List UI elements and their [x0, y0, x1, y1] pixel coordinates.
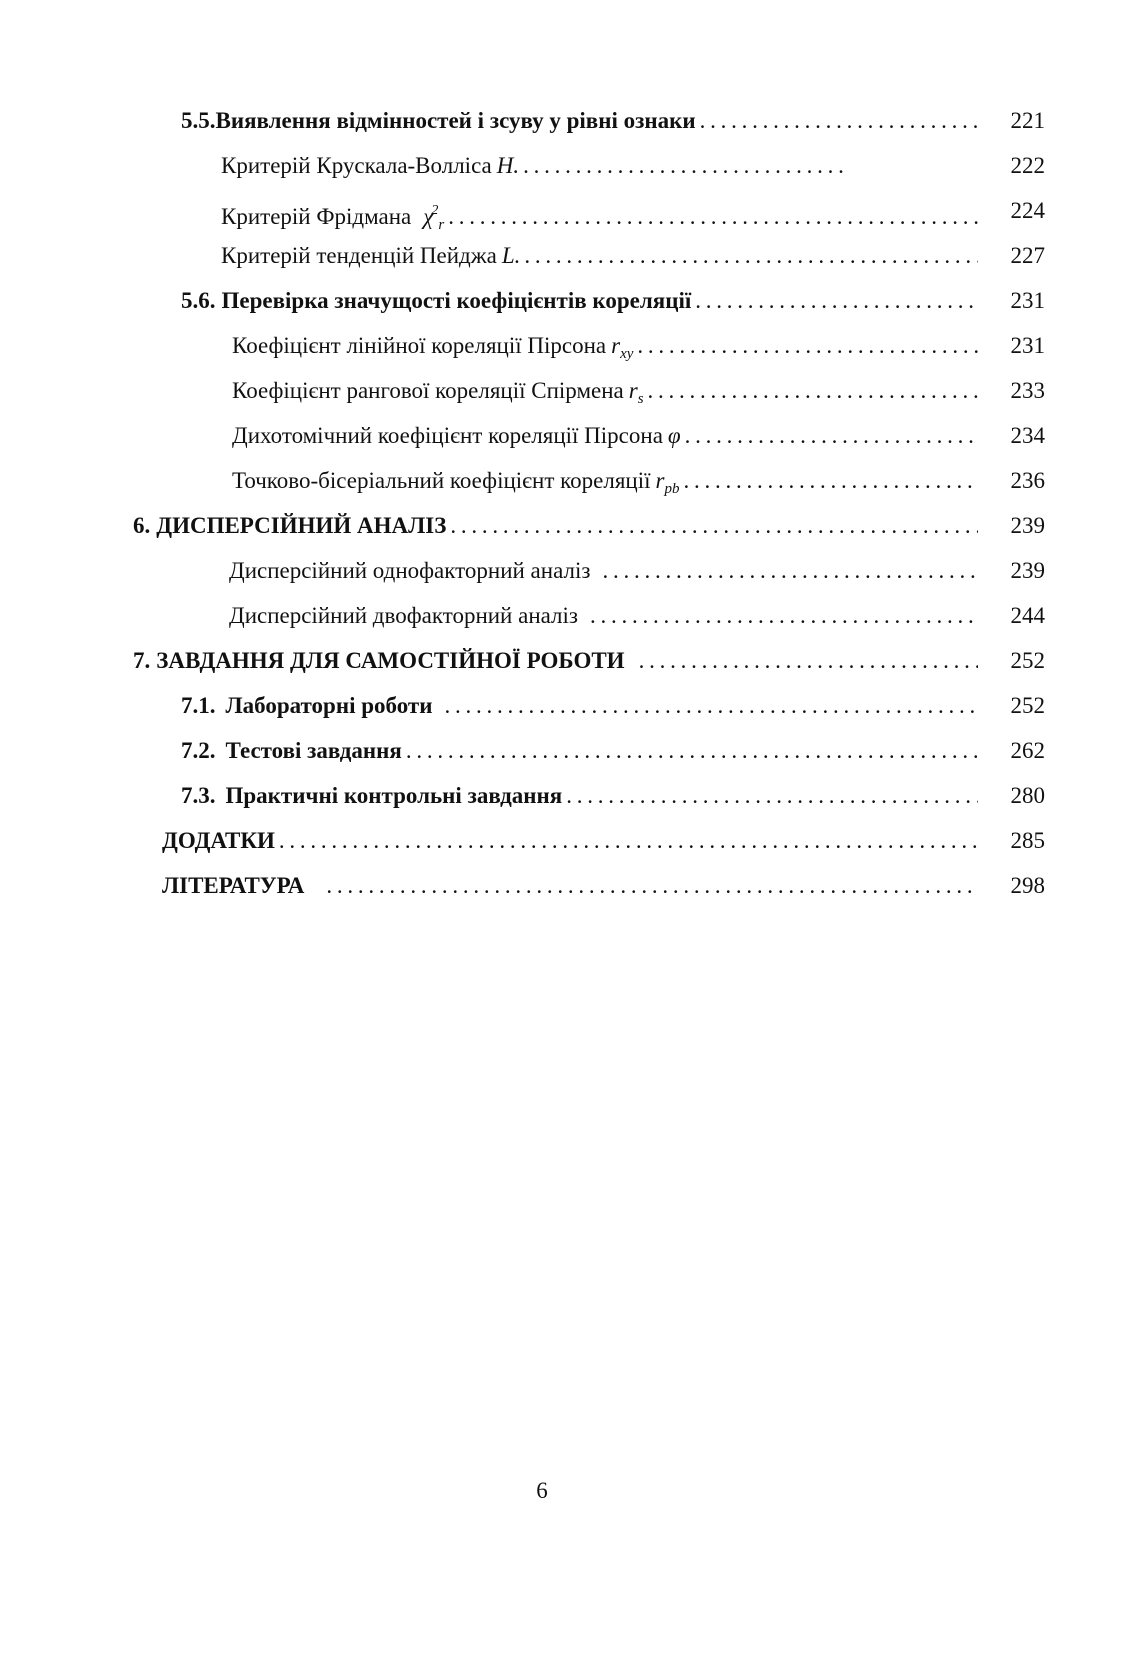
- dot-leader: [685, 419, 978, 453]
- toc-title: ЗАВДАННЯ ДЛЯ САМОСТІЙНОЇ РОБОТИ: [156, 648, 625, 673]
- chi-symbol: χ: [423, 204, 434, 229]
- toc-entry[interactable]: [232, 464, 1045, 498]
- math-symbol: H.: [496, 153, 520, 178]
- subscript: pb: [664, 481, 680, 497]
- toc-number: 7.3.: [181, 783, 216, 808]
- dot-leader: [326, 869, 978, 903]
- toc-title: Критерій Фрідмана: [221, 204, 412, 229]
- toc-entry[interactable]: [133, 509, 1045, 543]
- toc-entry[interactable]: [229, 554, 1045, 588]
- toc-page: 239: [1010, 558, 1045, 583]
- toc-title: Перевірка значущості коефіцієнтів кореляції: [221, 288, 692, 313]
- dot-leader: [695, 284, 978, 318]
- toc-page: 298: [1010, 873, 1045, 898]
- dot-leader: [448, 200, 978, 234]
- dot-leader: [279, 824, 978, 858]
- toc-number: 6.: [133, 513, 151, 538]
- r-symbol: r: [628, 378, 638, 403]
- toc-title: Виявлення відмінностей і зсуву у рівні ознаки: [215, 108, 696, 133]
- dot-leader: [406, 734, 978, 768]
- toc-page: 224: [1010, 198, 1045, 223]
- dot-leader: [639, 644, 978, 678]
- dot-leader: [648, 374, 978, 408]
- superscript: 2: [431, 203, 439, 218]
- page-number: 6: [536, 1478, 548, 1503]
- dot-leader: [700, 104, 978, 138]
- r-symbol: r: [611, 333, 621, 358]
- toc-number: 7.2.: [181, 738, 216, 763]
- toc-title: Дихотомічний коефіцієнт кореляції Пірсона: [232, 423, 663, 448]
- toc-page: 227: [1010, 243, 1045, 268]
- toc-entry[interactable]: [221, 239, 1045, 273]
- toc-page: 221: [1010, 108, 1045, 133]
- toc-entry[interactable]: [221, 149, 1045, 183]
- subscript: r: [438, 217, 445, 233]
- toc-title: Коефіцієнт лінійної кореляції Пірсона: [232, 333, 607, 358]
- toc-entry[interactable]: [181, 104, 1045, 138]
- math-symbol: [629, 374, 644, 416]
- math-symbol: φ: [667, 423, 681, 448]
- toc-number: 5.5.: [181, 108, 216, 133]
- toc-entry[interactable]: [181, 689, 1045, 723]
- toc-entry[interactable]: [162, 869, 1045, 903]
- toc-entry[interactable]: [181, 734, 1045, 768]
- toc-page: 262: [1010, 738, 1045, 763]
- dot-leader: [683, 464, 978, 498]
- toc-page: 233: [1010, 378, 1045, 403]
- toc-title: ЛІТЕРАТУРА: [162, 873, 305, 898]
- toc-title: Дисперсійний однофакторний аналіз: [229, 558, 591, 583]
- dot-leader: [637, 329, 978, 363]
- dot-leader: [444, 689, 978, 723]
- toc-title: Критерій тенденцій Пейджа: [221, 243, 497, 268]
- toc-title: ДОДАТКИ: [162, 828, 275, 853]
- toc-title: Коефіцієнт рангової кореляції Спірмена: [232, 378, 624, 403]
- subscript: s: [637, 391, 644, 407]
- dot-leader: [523, 149, 846, 183]
- toc-title: Критерій Крускала-Волліса: [221, 153, 492, 178]
- dot-leader: [590, 599, 978, 633]
- dot-leader: [566, 779, 978, 813]
- toc-page: 231: [1010, 333, 1045, 358]
- dot-leader: [602, 554, 978, 588]
- toc-entry[interactable]: [133, 644, 1045, 678]
- toc-entry[interactable]: [162, 824, 1045, 858]
- toc-page: 252: [1010, 648, 1045, 673]
- r-symbol: r: [655, 468, 665, 493]
- toc-page: 222: [1010, 153, 1045, 178]
- toc-title: Точково-бісеріальний коефіцієнт кореляції: [232, 468, 651, 493]
- math-symbol: [611, 329, 633, 371]
- toc-title: Практичні контрольні завдання: [225, 783, 563, 808]
- math-symbol: L.: [501, 243, 521, 268]
- toc-entry[interactable]: [229, 599, 1045, 633]
- toc-entry[interactable]: [221, 194, 1045, 233]
- toc-entry[interactable]: [232, 329, 1045, 363]
- toc-title: Тестові завдання: [225, 738, 402, 763]
- toc-page: 244: [1010, 603, 1045, 628]
- toc-number: 7.1.: [181, 693, 216, 718]
- toc-entry[interactable]: [181, 284, 1045, 318]
- toc-page: 280: [1010, 783, 1045, 808]
- toc-title: Дисперсійний двофакторний аналіз: [229, 603, 578, 628]
- dot-leader: [450, 509, 978, 543]
- toc-page: 231: [1010, 288, 1045, 313]
- math-symbol: [423, 194, 444, 242]
- math-symbol: [656, 464, 680, 506]
- toc-page: 236: [1010, 468, 1045, 493]
- toc-page: 285: [1010, 828, 1045, 853]
- toc-title: Лабораторні роботи: [225, 693, 433, 718]
- toc-title: ДИСПЕРСІЙНИЙ АНАЛІЗ: [156, 513, 447, 538]
- toc-entry[interactable]: [232, 374, 1045, 408]
- toc-entry[interactable]: [232, 419, 1045, 453]
- toc-number: 7.: [133, 648, 151, 673]
- toc-entry[interactable]: [181, 779, 1045, 813]
- toc-page: 239: [1010, 513, 1045, 538]
- subscript: xy: [620, 346, 634, 362]
- toc-page: 252: [1010, 693, 1045, 718]
- toc-page: 234: [1010, 423, 1045, 448]
- dot-leader: [524, 239, 978, 273]
- toc-number: 5.6.: [181, 288, 216, 313]
